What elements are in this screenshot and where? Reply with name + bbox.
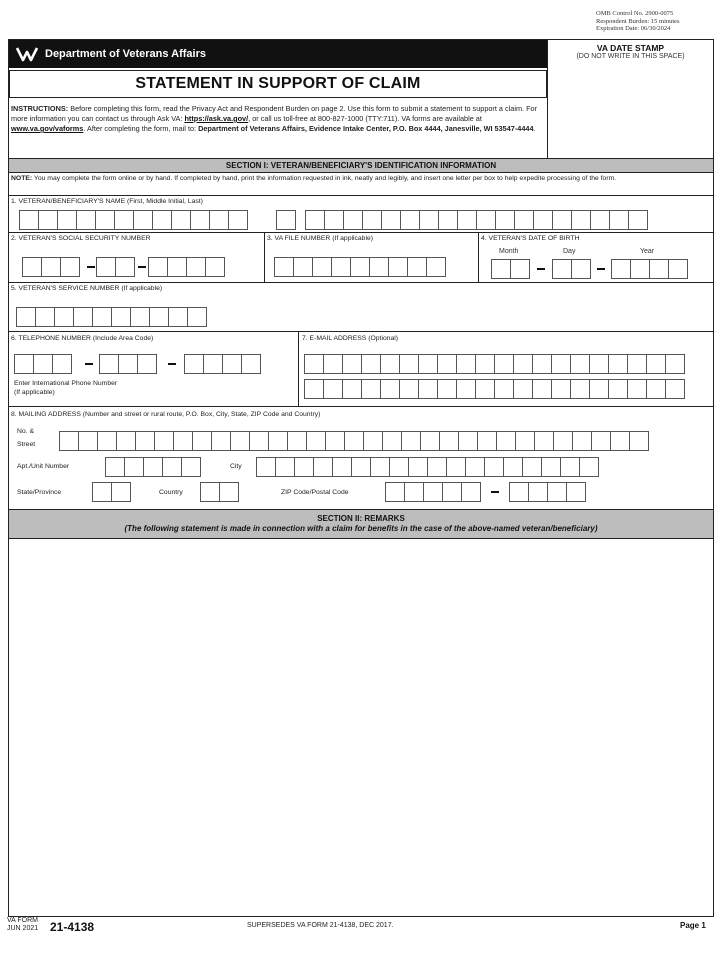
char-box[interactable]	[60, 257, 80, 277]
char-box[interactable]	[324, 210, 344, 230]
char-box[interactable]	[533, 210, 553, 230]
char-box[interactable]	[73, 307, 93, 327]
footer-date: JUN 2021	[7, 925, 39, 932]
char-box[interactable]	[627, 379, 647, 399]
char-box[interactable]	[457, 210, 477, 230]
intl-phone-label: Enter International Phone Number	[14, 380, 118, 387]
field-6-label: 6. TELEPHONE NUMBER (Include Area Code)	[11, 335, 154, 342]
char-box[interactable]	[370, 457, 390, 477]
state-boxes[interactable]	[92, 482, 130, 502]
char-box[interactable]	[420, 431, 440, 451]
char-box[interactable]	[228, 210, 248, 230]
intl-phone-note: (If applicable)	[14, 389, 55, 396]
char-box[interactable]	[532, 379, 552, 399]
last-name-boxes[interactable]	[305, 210, 647, 230]
apt-label: Apt./Unit Number	[17, 463, 70, 470]
char-box[interactable]	[426, 257, 446, 277]
char-box[interactable]	[494, 354, 514, 374]
year-label: Year	[640, 248, 655, 255]
char-box[interactable]	[419, 210, 439, 230]
char-box[interactable]	[496, 431, 516, 451]
footer-form-number: 21-4138	[50, 920, 95, 934]
instructions-end: .	[533, 124, 536, 133]
char-box[interactable]	[552, 210, 572, 230]
divider	[9, 282, 713, 283]
char-box[interactable]	[115, 257, 135, 277]
char-box[interactable]	[608, 354, 628, 374]
phone-prefix-boxes[interactable]	[99, 354, 156, 374]
street-boxes[interactable]	[59, 431, 648, 451]
char-box[interactable]	[168, 307, 188, 327]
char-box[interactable]	[203, 354, 223, 374]
char-box[interactable]	[476, 210, 496, 230]
char-box[interactable]	[553, 431, 573, 451]
department-header	[9, 40, 547, 68]
mail-address: Department of Veterans Affairs, Evidence Intake Center, P.O. Box 4444, Janesville, WI 53547-4444	[198, 124, 534, 133]
char-box[interactable]	[130, 307, 150, 327]
divider	[264, 232, 265, 282]
footer-va-form: VA FORM	[7, 917, 38, 924]
char-box[interactable]	[148, 257, 168, 277]
note-text: You may complete the form online or by hand. If completed by hand, print the information requested in ink, neatly and legibly, and insert one letter per box to help expedite processing of the form.	[32, 175, 617, 182]
char-box[interactable]	[241, 354, 261, 374]
char-box[interactable]	[515, 431, 535, 451]
char-box[interactable]	[133, 210, 153, 230]
char-box[interactable]	[665, 354, 685, 374]
char-box[interactable]	[137, 354, 157, 374]
char-box[interactable]	[551, 379, 571, 399]
char-box[interactable]	[186, 257, 206, 277]
char-box[interactable]	[418, 354, 438, 374]
char-box[interactable]	[304, 354, 324, 374]
omb-burden: Respondent Burden: 15 minutes	[596, 17, 680, 25]
char-box[interactable]	[388, 257, 408, 277]
char-box[interactable]	[22, 257, 42, 277]
char-box[interactable]	[514, 210, 534, 230]
char-box[interactable]	[92, 307, 112, 327]
char-box[interactable]	[438, 210, 458, 230]
char-box[interactable]	[35, 307, 55, 327]
char-box[interactable]	[162, 457, 182, 477]
char-box[interactable]	[513, 354, 533, 374]
char-box[interactable]	[167, 257, 187, 277]
char-box[interactable]	[399, 354, 419, 374]
char-box[interactable]	[54, 307, 74, 327]
state-label: State/Province	[17, 489, 62, 496]
dash	[491, 491, 499, 493]
note	[11, 175, 711, 184]
city-label: City	[230, 463, 242, 470]
char-box[interactable]	[294, 457, 314, 477]
char-box[interactable]	[382, 431, 402, 451]
char-box[interactable]	[380, 379, 400, 399]
char-box[interactable]	[494, 379, 514, 399]
char-box[interactable]	[306, 431, 326, 451]
zip-boxes[interactable]	[385, 482, 480, 502]
field-3-label: 3. VA FILE NUMBER (If applicable)	[267, 235, 374, 242]
department-name: Department of Veterans Affairs	[45, 48, 206, 60]
char-box[interactable]	[646, 379, 666, 399]
char-box[interactable]	[99, 354, 119, 374]
char-box[interactable]	[59, 431, 79, 451]
char-box[interactable]	[190, 210, 210, 230]
char-box[interactable]	[551, 354, 571, 374]
char-box[interactable]	[401, 431, 421, 451]
char-box[interactable]	[41, 257, 61, 277]
section-2-header	[9, 509, 713, 539]
char-box[interactable]	[249, 431, 269, 451]
email-boxes-row-2[interactable]	[304, 379, 684, 399]
char-box[interactable]	[423, 482, 443, 502]
char-box[interactable]	[484, 457, 504, 477]
char-box[interactable]	[589, 354, 609, 374]
char-box[interactable]	[608, 379, 628, 399]
email-boxes-row-1[interactable]	[304, 354, 684, 374]
char-box[interactable]	[95, 210, 115, 230]
divider	[9, 232, 713, 233]
char-box[interactable]	[92, 482, 112, 502]
char-box[interactable]	[458, 431, 478, 451]
char-box[interactable]	[230, 431, 250, 451]
char-box[interactable]	[209, 210, 229, 230]
footer-page: Page 1	[680, 921, 706, 930]
char-box[interactable]	[305, 210, 325, 230]
char-box[interactable]	[268, 431, 288, 451]
dash	[537, 268, 545, 270]
char-box[interactable]	[351, 457, 371, 477]
char-box[interactable]	[475, 354, 495, 374]
char-box[interactable]	[154, 431, 174, 451]
char-box[interactable]	[418, 379, 438, 399]
char-box[interactable]	[437, 354, 457, 374]
char-box[interactable]	[325, 431, 345, 451]
char-box[interactable]	[532, 354, 552, 374]
char-box[interactable]	[591, 431, 611, 451]
char-box[interactable]	[509, 482, 529, 502]
char-box[interactable]	[116, 431, 136, 451]
char-box[interactable]	[628, 210, 648, 230]
char-box[interactable]	[495, 210, 515, 230]
char-box[interactable]	[304, 379, 324, 399]
month-label: Month	[499, 248, 519, 255]
area-code-boxes[interactable]	[14, 354, 71, 374]
dash	[87, 266, 95, 268]
dash	[597, 268, 605, 270]
char-box[interactable]	[184, 354, 204, 374]
note-label: NOTE:	[11, 175, 33, 182]
instructions-text-3: . After completing the form, mail to:	[83, 124, 199, 133]
char-box[interactable]	[293, 257, 313, 277]
section-1-header	[9, 158, 713, 173]
char-box[interactable]	[534, 431, 554, 451]
char-box[interactable]	[287, 431, 307, 451]
char-box[interactable]	[400, 210, 420, 230]
char-box[interactable]	[461, 482, 481, 502]
char-box[interactable]	[52, 354, 72, 374]
apt-boxes[interactable]	[105, 457, 200, 477]
birth-day-boxes[interactable]	[552, 259, 590, 279]
char-box[interactable]	[427, 457, 447, 477]
char-box[interactable]	[344, 431, 364, 451]
char-box[interactable]	[78, 431, 98, 451]
ssn-part-2[interactable]	[96, 257, 134, 277]
date-stamp-area	[547, 40, 713, 158]
char-box[interactable]	[111, 482, 131, 502]
char-box[interactable]	[19, 210, 39, 230]
char-box[interactable]	[629, 431, 649, 451]
char-box[interactable]	[668, 259, 688, 279]
field-7-label: 7. E-MAIL ADDRESS (Optional)	[302, 335, 399, 342]
char-box[interactable]	[547, 482, 567, 502]
char-box[interactable]	[646, 354, 666, 374]
section-2-title: SECTION II: REMARKS	[317, 514, 405, 523]
date-stamp-note: (DO NOT WRITE IN THIS SPACE)	[576, 53, 685, 60]
field-4-label: 4. VETERAN'S DATE OF BIRTH	[481, 235, 580, 242]
char-box[interactable]	[513, 379, 533, 399]
char-box[interactable]	[552, 259, 572, 279]
va-file-number-boxes[interactable]	[274, 257, 445, 277]
char-box[interactable]	[96, 257, 116, 277]
char-box[interactable]	[362, 210, 382, 230]
char-box[interactable]	[528, 482, 548, 502]
char-box[interactable]	[475, 379, 495, 399]
char-box[interactable]	[331, 257, 351, 277]
char-box[interactable]	[312, 257, 332, 277]
char-box[interactable]	[381, 210, 401, 230]
char-box[interactable]	[342, 354, 362, 374]
omb-expiration: Expiration Date: 06/30/2024	[596, 25, 671, 32]
char-box[interactable]	[437, 379, 457, 399]
char-box[interactable]	[171, 210, 191, 230]
field-2-label: 2. VETERAN'S SOCIAL SECURITY NUMBER	[11, 235, 151, 242]
omb-control: OMB Control No. 2900-0075	[596, 10, 674, 17]
char-box[interactable]	[491, 259, 511, 279]
char-box[interactable]	[566, 482, 586, 502]
field-1-label: 1. VETERAN/BENEFICIARY'S NAME (First, Middle Initial, Last)	[11, 198, 203, 205]
char-box[interactable]	[135, 431, 155, 451]
char-box[interactable]	[380, 354, 400, 374]
char-box[interactable]	[611, 259, 631, 279]
city-boxes[interactable]	[256, 457, 598, 477]
char-box[interactable]	[33, 354, 53, 374]
section-1-title: SECTION I: VETERAN/BENEFICIARY'S IDENTIFICATION INFORMATION	[225, 161, 497, 170]
char-box[interactable]	[572, 431, 592, 451]
divider	[9, 406, 713, 407]
date-stamp-title: VA DATE STAMP	[596, 43, 665, 53]
instructions-text-1: Before completing this form, read the Privacy Act and Respondent Burden on page 2. Use this form to submit a statement to support a claim. For more information you can contact us through Ask VA:	[11, 104, 538, 123]
char-box[interactable]	[14, 354, 34, 374]
char-box[interactable]	[369, 257, 389, 277]
section-2-subtitle: (The following statement is made in connection with a claim for benefits in the case of the above-named veteran/beneficiary)	[124, 524, 598, 533]
char-box[interactable]	[219, 482, 239, 502]
char-box[interactable]	[630, 259, 650, 279]
field-5-label: 5. VETERAN'S SERVICE NUMBER (If applicable)	[11, 285, 163, 292]
char-box[interactable]	[571, 259, 591, 279]
char-box[interactable]	[465, 457, 485, 477]
va-forms-link[interactable]: www.va.gov/vaforms	[11, 124, 84, 133]
omb-info	[596, 10, 680, 33]
char-box[interactable]	[200, 482, 220, 502]
birth-year-boxes[interactable]	[611, 259, 687, 279]
char-box[interactable]	[152, 210, 172, 230]
char-box[interactable]	[589, 379, 609, 399]
instructions	[11, 104, 543, 134]
form-title: STATEMENT IN SUPPORT OF CLAIM	[9, 70, 547, 98]
dash	[168, 363, 176, 365]
divider	[298, 331, 299, 406]
char-box[interactable]	[276, 210, 296, 230]
char-box[interactable]	[343, 210, 363, 230]
char-box[interactable]	[332, 457, 352, 477]
char-box[interactable]	[323, 354, 343, 374]
char-box[interactable]	[149, 307, 169, 327]
char-box[interactable]	[211, 431, 231, 451]
char-box[interactable]	[222, 354, 242, 374]
char-box[interactable]	[665, 379, 685, 399]
service-number-boxes[interactable]	[16, 307, 206, 327]
remarks-area[interactable]	[9, 540, 713, 916]
char-box[interactable]	[570, 354, 590, 374]
day-label: Day	[563, 248, 576, 255]
char-box[interactable]	[143, 457, 163, 477]
street-label-2: Street	[17, 441, 36, 448]
birth-month-boxes[interactable]	[491, 259, 529, 279]
char-box[interactable]	[399, 379, 419, 399]
char-box[interactable]	[205, 257, 225, 277]
char-box[interactable]	[408, 457, 428, 477]
instructions-text-2: , or call us toll-free at 800-827-1000 (TTY:711). VA forms are available at	[248, 114, 482, 123]
char-box[interactable]	[456, 379, 476, 399]
char-box[interactable]	[363, 431, 383, 451]
char-box[interactable]	[323, 379, 343, 399]
char-box[interactable]	[477, 431, 497, 451]
char-box[interactable]	[187, 307, 207, 327]
char-box[interactable]	[442, 482, 462, 502]
char-box[interactable]	[456, 354, 476, 374]
dash	[85, 363, 93, 365]
char-box[interactable]	[439, 431, 459, 451]
char-box[interactable]	[173, 431, 193, 451]
char-box[interactable]	[181, 457, 201, 477]
char-box[interactable]	[407, 257, 427, 277]
char-box[interactable]	[118, 354, 138, 374]
char-box[interactable]	[76, 210, 96, 230]
first-name-boxes[interactable]	[19, 210, 247, 230]
divider	[9, 195, 713, 196]
char-box[interactable]	[446, 457, 466, 477]
street-label-1: No. &	[17, 428, 34, 435]
footer-form-id	[7, 917, 38, 933]
char-box[interactable]	[385, 482, 405, 502]
phone-line-boxes[interactable]	[184, 354, 260, 374]
char-box[interactable]	[274, 257, 294, 277]
ssn-part-3[interactable]	[148, 257, 224, 277]
char-box[interactable]	[571, 210, 591, 230]
field-8-label: 8. MAILING ADDRESS (Number and street or rural route, P.O. Box, City, State, ZIP Code and Country)	[11, 411, 321, 418]
zip-ext-boxes[interactable]	[509, 482, 585, 502]
char-box[interactable]	[609, 210, 629, 230]
instructions-label: INSTRUCTIONS:	[11, 104, 69, 113]
char-box[interactable]	[114, 210, 134, 230]
char-box[interactable]	[541, 457, 561, 477]
char-box[interactable]	[560, 457, 580, 477]
divider	[478, 232, 479, 282]
char-box[interactable]	[97, 431, 117, 451]
zip-label: ZIP Code/Postal Code	[281, 489, 349, 496]
char-box[interactable]	[590, 210, 610, 230]
char-box[interactable]	[610, 431, 630, 451]
char-box[interactable]	[342, 379, 362, 399]
char-box[interactable]	[38, 210, 58, 230]
va-seal-icon	[15, 45, 39, 63]
char-box[interactable]	[275, 457, 295, 477]
char-box[interactable]	[16, 307, 36, 327]
country-boxes[interactable]	[200, 482, 238, 502]
char-box[interactable]	[570, 379, 590, 399]
char-box[interactable]	[313, 457, 333, 477]
ssn-part-1[interactable]	[22, 257, 79, 277]
dash	[138, 266, 146, 268]
char-box[interactable]	[105, 457, 125, 477]
divider	[9, 331, 713, 332]
char-box[interactable]	[256, 457, 276, 477]
char-box[interactable]	[503, 457, 523, 477]
char-box[interactable]	[350, 257, 370, 277]
char-box[interactable]	[57, 210, 77, 230]
footer-supersedes: SUPERSEDES VA FORM 21-4138, DEC 2017.	[247, 922, 394, 929]
char-box[interactable]	[522, 457, 542, 477]
char-box[interactable]	[192, 431, 212, 451]
char-box[interactable]	[361, 379, 381, 399]
char-box[interactable]	[579, 457, 599, 477]
ask-va-link[interactable]: https://ask.va.gov/	[184, 114, 249, 123]
char-box[interactable]	[389, 457, 409, 477]
char-box[interactable]	[627, 354, 647, 374]
middle-initial-box[interactable]	[276, 210, 295, 230]
char-box[interactable]	[404, 482, 424, 502]
char-box[interactable]	[361, 354, 381, 374]
char-box[interactable]	[124, 457, 144, 477]
char-box[interactable]	[649, 259, 669, 279]
country-label: Country	[159, 489, 183, 496]
char-box[interactable]	[510, 259, 530, 279]
char-box[interactable]	[111, 307, 131, 327]
